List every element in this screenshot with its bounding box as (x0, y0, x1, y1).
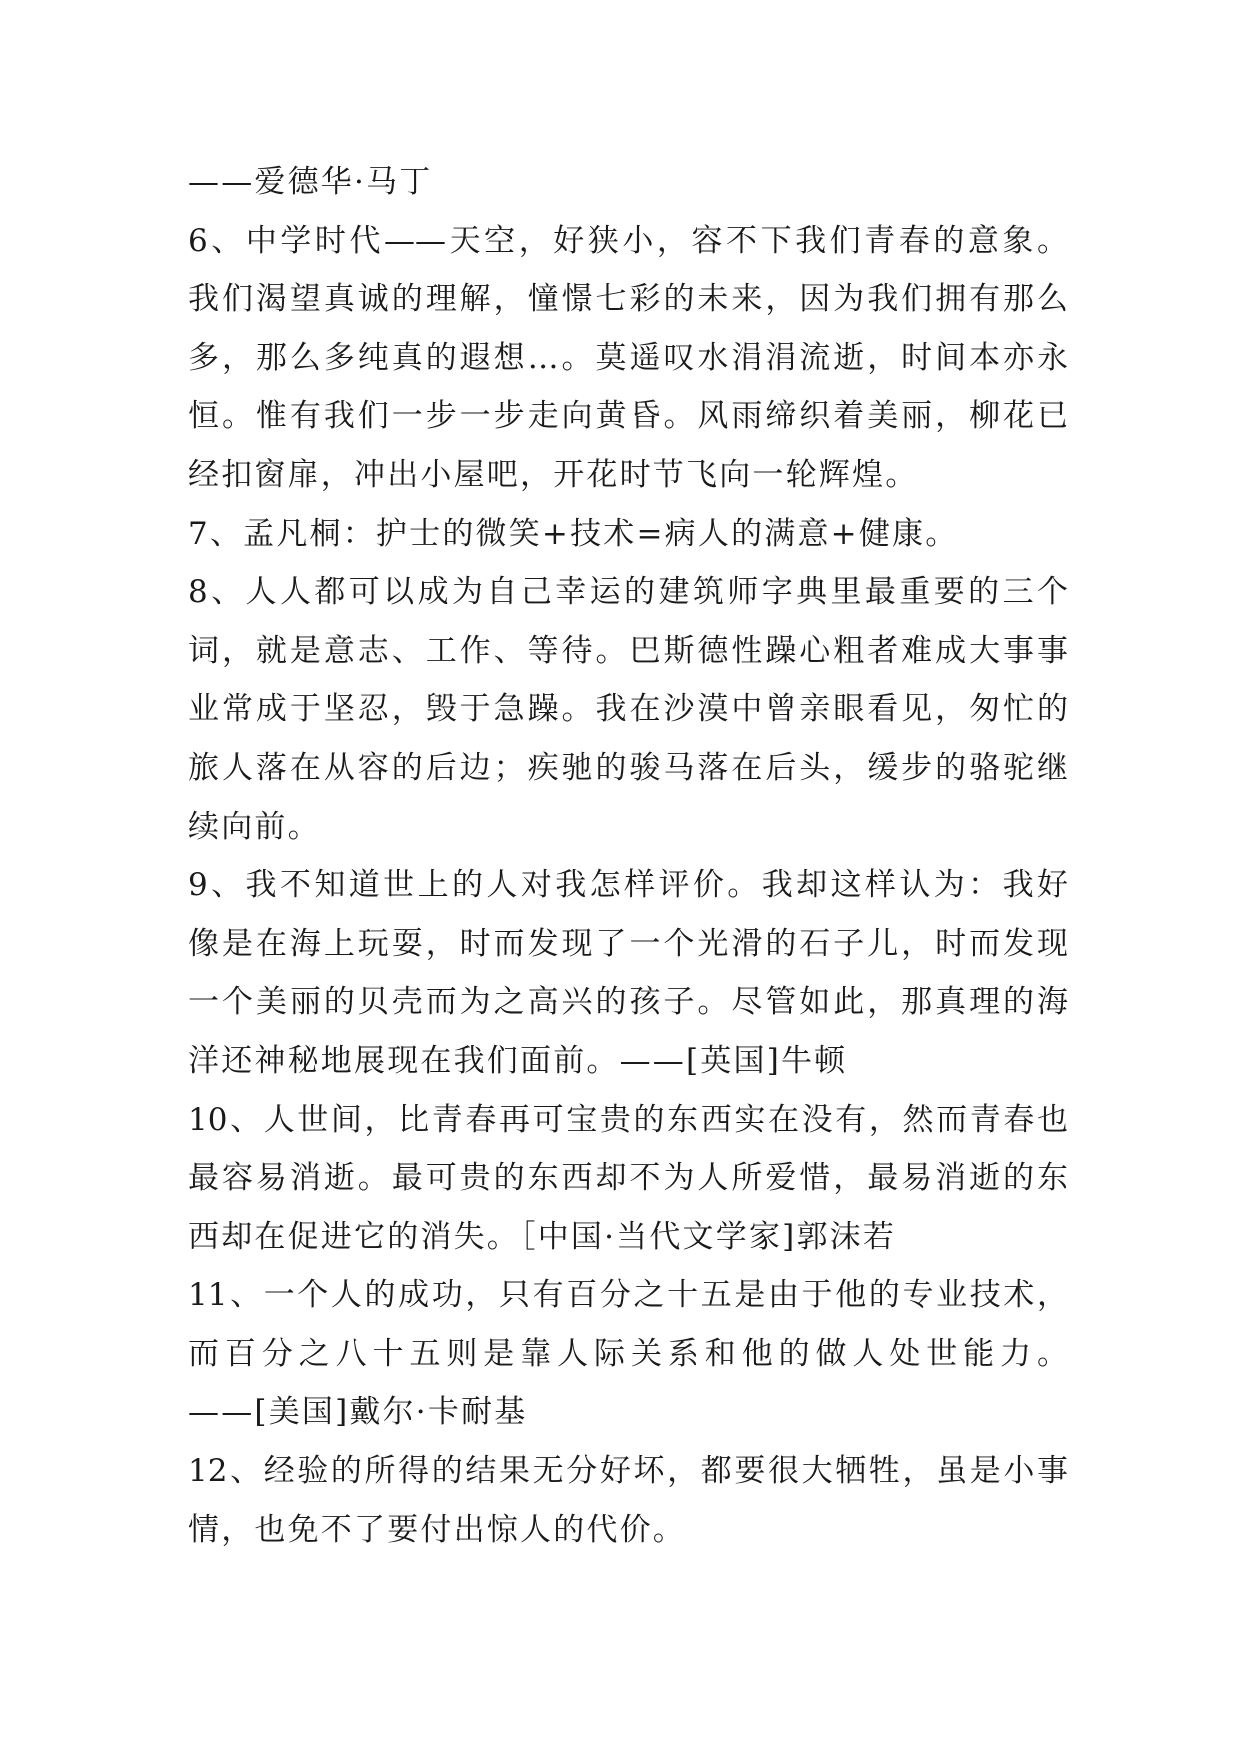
text-line: 最容易消逝。最可贵的东西却不为人所爱惜，最易消逝的东 (188, 1160, 1068, 1197)
text-line: 一个美丽的贝壳而为之高兴的孩子。尽管如此，那真理的海 (188, 984, 1068, 1021)
text-line: 7、孟凡桐：护士的微笑+技术=病人的满意+健康。 (188, 515, 959, 552)
text-line: 旅人落在从容的后边；疾驰的骏马落在后头，缓步的骆驼继 (188, 749, 1068, 786)
text-line: 我们渴望真诚的理解，憧憬七彩的未来，因为我们拥有那么 (188, 281, 1068, 318)
text-line: 像是在海上玩耍，时而发现了一个光滑的石子儿，时而发现 (188, 925, 1068, 962)
text-line: 9、我不知道世上的人对我怎样评价。我却这样认为：我好 (188, 867, 1068, 904)
text-line: 多，那么多纯真的遐想…。莫遥叹水涓涓流逝，时间本亦永 (188, 339, 1068, 376)
text-line: ——爱德华·马丁 (188, 164, 433, 200)
text-line: 词，就是意志、工作、等待。巴斯德性躁心粗者难成大事事 (188, 632, 1068, 669)
text-line: 业常成于坚忍，毁于急躁。我在沙漠中曾亲眼看见，匆忙的 (188, 691, 1068, 728)
text-line: 续向前。 (188, 808, 321, 845)
text-line: 恒。惟有我们一步一步走向黄昏。风雨缔织着美丽，柳花已 (188, 398, 1068, 435)
text-line: 而百分之八十五则是靠人际关系和他的做人处世能力。 (188, 1335, 1068, 1372)
text-line: 情，也免不了要付出惊人的代价。 (188, 1511, 686, 1548)
text-line: ——[美国]戴尔·卡耐基 (188, 1394, 528, 1431)
text-line: 洋还神秘地展现在我们面前。——[英国]牛顿 (188, 1042, 848, 1079)
text-line: 11、一个人的成功，只有百分之十五是由于他的专业技术， (188, 1277, 1068, 1314)
text-line: 8、人人都可以成为自己幸运的建筑师字典里最重要的三个 (188, 574, 1068, 611)
text-line: 12、经验的所得的结果无分好坏，都要很大牺牲，虽是小事 (188, 1453, 1068, 1490)
text-line: 经扣窗扉，冲出小屋吧，开花时节飞向一轮辉煌。 (188, 456, 919, 493)
text-line: 6、中学时代——天空，好狭小，容不下我们青春的意象。 (188, 222, 1068, 259)
body-text (188, 153, 1068, 1559)
text-line: 10、人世间，比青春再可宝贵的东西实在没有，然而青春也 (188, 1101, 1068, 1138)
text-line: 西却在促进它的消失。［中国·当代文学家]郭沫若 (188, 1218, 897, 1255)
